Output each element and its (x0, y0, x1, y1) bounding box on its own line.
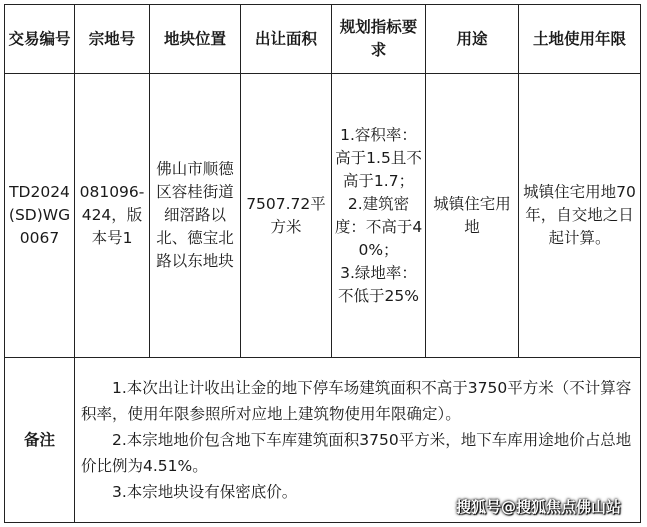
header-row (5, 5, 641, 74)
cell-usage: 城镇住宅用地 (426, 74, 519, 358)
land-transfer-table (4, 4, 641, 523)
note-label: 备注 (5, 358, 75, 523)
cell-term: 城镇住宅用地70年，自交地之日起计算。 (519, 74, 641, 358)
cell-area: 7507.72平方米 (241, 74, 332, 358)
planning-item: 1.容积率：高于1.5且不高于1.7； (335, 125, 422, 190)
table-row (5, 74, 641, 358)
header-area: 出让面积 (241, 5, 332, 74)
cell-planning (332, 74, 426, 358)
note-item: 3.本宗地块设有保密底价。 (112, 483, 298, 501)
cell-location: 佛山市顺德区容桂街道细滘路以北、德宝北路以东地块 (150, 74, 241, 358)
header-planning: 规划指标要求 (332, 5, 426, 74)
header-parcel-no: 宗地号 (75, 5, 150, 74)
planning-item: 3.绿地率：不低于25% (338, 263, 419, 305)
header-usage: 用途 (426, 5, 519, 74)
header-term: 土地使用年限 (519, 5, 641, 74)
cell-parcel-no: 081096-424，版本号1 (75, 74, 150, 358)
watermark: 搜狐号@搜狐焦点佛山站 (455, 498, 621, 516)
planning-item: 2.建筑密度：不高于40%； (334, 194, 423, 259)
header-trade-no: 交易编号 (5, 5, 75, 74)
note-item: 1.本次出让计收出让金的地下停车场建筑面积不高于3750平方米（不计算容积率，使用年限参照所对应地上建筑物使用年限确定）。 (81, 379, 632, 423)
note-item: 2.本宗地地价包含地下车库建筑面积3750平方米，地下车库用途地价占总地价比例为4.51%。 (81, 431, 632, 475)
cell-trade-no: TD2024(SD)WG0067 (5, 74, 75, 358)
header-location: 地块位置 (150, 5, 241, 74)
